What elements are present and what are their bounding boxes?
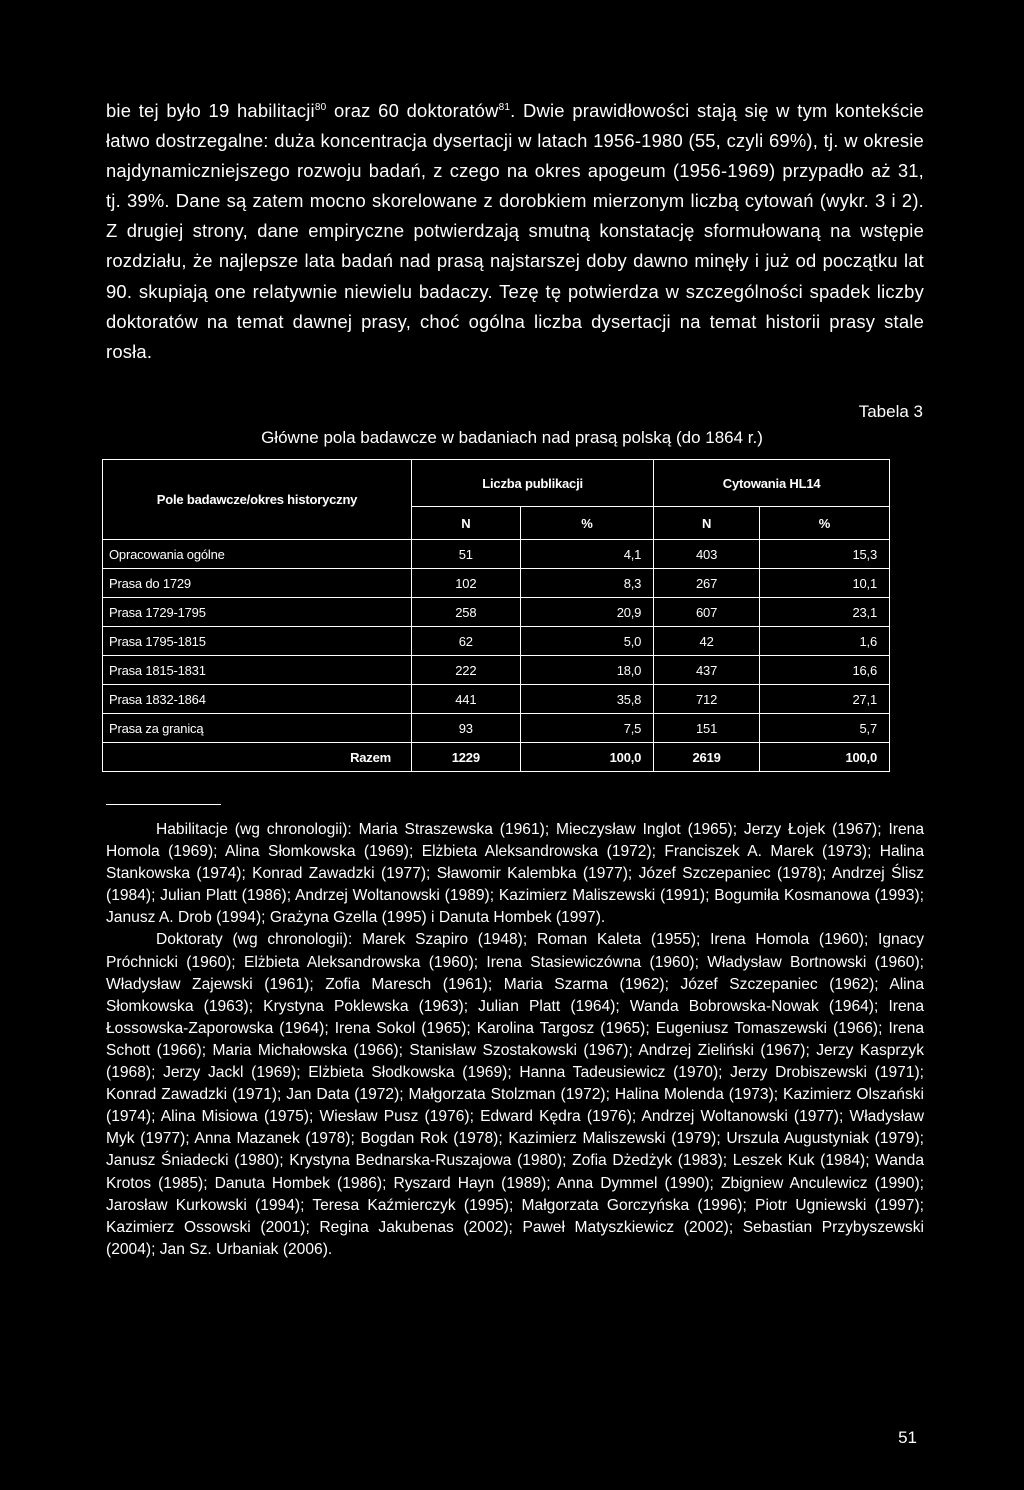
table-row [103,569,890,598]
cell-pub-n: 51 [412,540,521,569]
cell-pub-pct: 8,3 [520,569,654,598]
text-segment: bie tej było 19 habilitacji [106,100,315,121]
table-row [103,685,890,714]
research-fields-table [102,459,890,772]
cell-cit-n: 267 [654,569,760,598]
footnote-ref-80: 80 [314,102,327,113]
row-label: Prasa 1815-1831 [103,656,412,685]
table-total-row [103,743,890,772]
cell-cit-n: 607 [654,598,760,627]
cell-cit-pct: 16,6 [759,656,889,685]
text-segment: oraz 60 doktoratów [326,100,499,121]
footnote-separator [106,804,221,805]
row-label: Prasa 1795-1815 [103,627,412,656]
cell-cit-n: 403 [654,540,760,569]
table-label: Tabela 3 [858,402,923,421]
row-label: Opracowania ogólne [103,540,412,569]
subheader-n: N [654,507,760,540]
cell-pub-n: 93 [412,714,521,743]
cell-pub-n: 222 [412,656,521,685]
total-label: Razem [103,743,412,772]
cell-pub-pct: 35,8 [520,685,654,714]
table-row [103,540,890,569]
subheader-percent: % [759,507,889,540]
page-number: 51 [898,1428,917,1447]
cell-cit-n: 437 [654,656,760,685]
total-cit-pct: 100,0 [759,743,889,772]
cell-cit-pct: 23,1 [759,598,889,627]
cell-cit-pct: 15,3 [759,540,889,569]
cell-pub-pct: 7,5 [520,714,654,743]
total-pub-pct: 100,0 [520,743,654,772]
cell-cit-n: 712 [654,685,760,714]
cell-pub-n: 441 [412,685,521,714]
paragraph-text [106,96,924,367]
text-segment: . Dwie prawidłowości stają się w tym kontekście łatwo dostrzegalne: duża koncentracja dysertacji w latach 1956-1980 (55, czyli 69%), tj. w okresie najdynamiczniejszego rozwoju badań, z czego na okres apogeum (1956-1969) przypadło aż 31, tj. 39%. Dane są zatem mocno skorelowane z dorobkiem mierzonym liczbą cytowań (wykr. 3 i 2). Z drugiej strony, dane empiryczne potwierdzają smutną konstatację sformułowaną na wstępie rozdziału, że najlepsze lata badań nad prasą najstarszej doby dawno minęły i już od początku lat 90. skupiają one relatywnie niewielu badaczy. Tezę tę potwierdza w szczególności spadek liczby doktoratów na temat dawnej prasy, choć ogólna liczba dysertacji na temat historii prasy stale rosła. [106,100,924,362]
cell-cit-pct: 27,1 [759,685,889,714]
subheader-percent: % [520,507,654,540]
subheader-n: N [412,507,521,540]
column-group-publications: Liczba publikacji [412,460,654,507]
footnote-habilitations: Habilitacje (wg chronologii): Maria Straszewska (1961); Mieczysław Inglot (1965); Jerzy Łojek (1967); Irena Homola (1969); Alina Słomkowska (1969); Elżbieta Aleksandrowska (1972); Franciszek A. Marek (1973); Halina Stankowska (1974); Konrad Zawadzki (1977); Sławomir Kalembka (1977); Józef Szczepaniec (1978); Andrzej Ślisz (1984); Julian Platt (1986); Andrzej Woltanowski (1989); Kazimierz Maliszewski (1991); Bogumiła Kosmanowa (1993); Janusz A. Drob (1994); Grażyna Gzella (1995) i Danuta Hombek (1997). [106,821,924,927]
footnote-ref-81: 81 [498,102,511,113]
table-row [103,656,890,685]
footnote-doctorates: Doktoraty (wg chronologii): Marek Szapiro (1948); Roman Kaleta (1955); Irena Homola (1960); Ignacy Próchnicki (1960); Elżbieta Aleksandrowska (1960); Irena Stasiewiczówna (1960); Władysław Bortnowski (1960); Władysław Zajewski (1961); Zofia Maresch (1961); Maria Szarma (1962); Józef Szczepaniec (1962); Alina Słomkowska (1963); Krystyna Poklewska (1963); Julian Platt (1964); Wanda Bobrowska-Nowak (1964); Irena Łossowska-Zaporowska (1964); Irena Sokol (1965); Karolina Targosz (1965); Eugeniusz Tomaszewski (1966); Irena Schott (1966); Maria Michałowska (1966); Stanisław Szostakowski (1967); Andrzej Zieliński (1967); Jerzy Kasprzyk (1968); Jerzy Jackl (1969); Elżbieta Słodkowska (1969); Hanna Tadeusiewicz (1970); Jerzy Drobiszewski (1971); Konrad Zawadzki (1971); Jan Data (1972); Małgorzata Stolzman (1972); Halina Molenda (1973); Kazimierz Olszański (1974); Alina Misiowa (1975); Wiesław Pusz (1976); Edward Kędra (1976); Andrzej Woltanowski (1977); Władysław Myk (1977); Anna Mazanek (1978); Bogdan Rok (1978); Kazimierz Maliszewski (1979); Urszula Augustyniak (1979); Janusz Śniadecki (1980); Krystyna Bednarska-Ruszajowa (1980); Zofia Dżedżyk (1983); Leszek Kuk (1984); Wanda Krotos (1985); Danuta Hombek (1986); Ryszard Hayn (1989); Anna Dymmel (1990); Zbigniew Anculewicz (1990); Jarosław Kurkowski (1994); Teresa Kaźmierczyk (1995); Małgorzata Gorczyńska (1996); Piotr Ugniewski (1997); Kazimierz Ossowski (2001); Regina Jakubenas (2002); Paweł Matyszkiewicz (2002); Sebastian Przybyszewski (2004); Jan Sz. Urbaniak (2006). [106,931,924,1258]
total-pub-n: 1229 [412,743,521,772]
cell-cit-pct: 1,6 [759,627,889,656]
cell-pub-pct: 5,0 [520,627,654,656]
cell-cit-pct: 10,1 [759,569,889,598]
table-row [103,714,890,743]
main-paragraph [106,96,924,367]
cell-pub-pct: 18,0 [520,656,654,685]
column-header-field: Pole badawcze/okres historyczny [103,460,412,540]
cell-pub-n: 258 [412,598,521,627]
cell-pub-pct: 20,9 [520,598,654,627]
table-row [103,598,890,627]
cell-pub-pct: 4,1 [520,540,654,569]
row-label: Prasa 1729-1795 [103,598,412,627]
row-label: Prasa do 1729 [103,569,412,598]
row-label: Prasa 1832-1864 [103,685,412,714]
cell-pub-n: 102 [412,569,521,598]
row-label: Prasa za granicą [103,714,412,743]
cell-cit-pct: 5,7 [759,714,889,743]
cell-cit-n: 42 [654,627,760,656]
table-caption: Główne pola badawcze w badaniach nad prasą polską (do 1864 r.) [261,428,763,447]
table-row [103,627,890,656]
total-cit-n: 2619 [654,743,760,772]
cell-cit-n: 151 [654,714,760,743]
column-group-citations: Cytowania HL14 [654,460,890,507]
footnotes [106,819,924,1261]
cell-pub-n: 62 [412,627,521,656]
